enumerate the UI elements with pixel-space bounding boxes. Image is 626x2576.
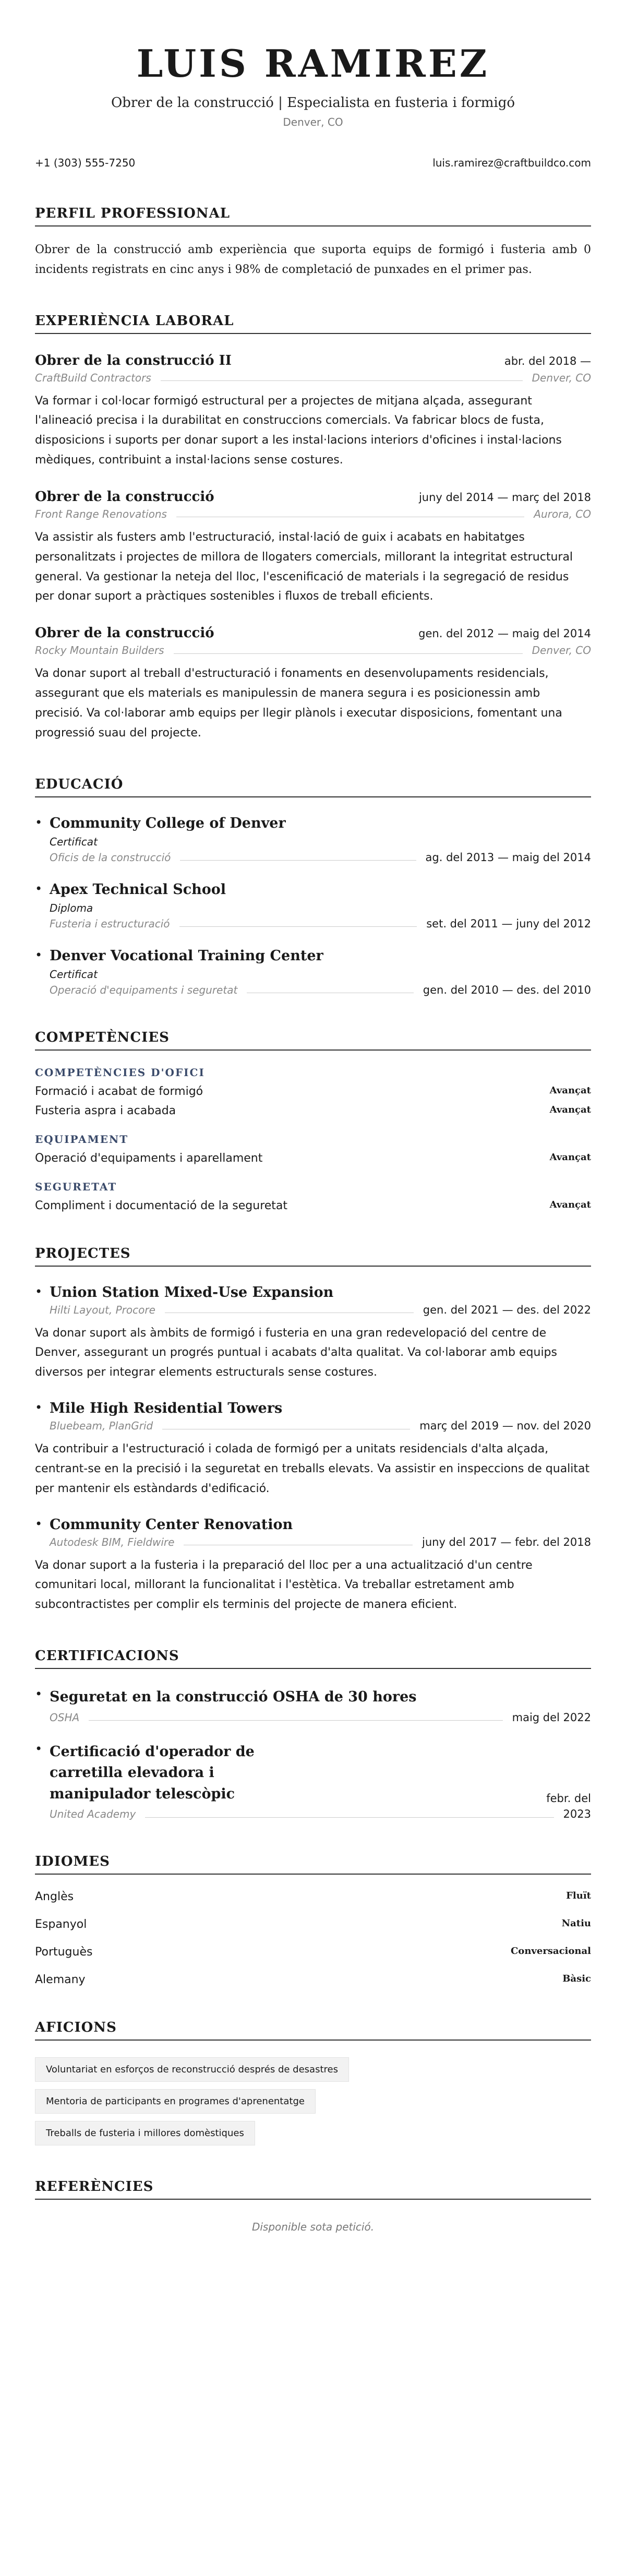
skill-row: [35, 1199, 591, 1212]
dotted-leader: [180, 854, 416, 861]
degree: Certificat: [50, 835, 98, 848]
language-name: Espanyol: [35, 1918, 87, 1931]
dotted-leader: [176, 510, 524, 517]
job-title: Obrer de la construcció II: [35, 352, 232, 368]
skill-name: Formació i acabat de formigó: [35, 1084, 203, 1098]
skill-category: EQUIPAMENT: [35, 1132, 129, 1146]
certification-date-year: 2023: [563, 1808, 591, 1821]
job-description: Va formar i col·locar formigó estructural per a projectes de mitjana alçada, assegurant l'alineació precisa i la durabilitat en construccions comercials. Va fabricar blocs de fusta, disposicions i suports per donar suport a les instal·lacions interiors d'oficines i instal·lacions mèdiques, contribuint a instal·lacions sense costures.: [35, 394, 562, 467]
candidate-name: LUIS RAMIREZ: [136, 41, 490, 86]
job-company: CraftBuild Contractors: [35, 371, 151, 384]
job-title: Obrer de la construcció: [35, 625, 214, 641]
language-level: Fluït: [566, 1890, 591, 1902]
skill-name: Operació d'equipaments i aparellament: [35, 1151, 263, 1165]
skill-category: SEGURETAT: [35, 1180, 117, 1193]
skills-section: [35, 1030, 591, 1212]
certification-issuer: OSHA: [50, 1711, 80, 1724]
school-name: • Apex Technical School: [50, 881, 226, 898]
language-name: Alemany: [35, 1973, 86, 1987]
project-description: Va donar suport als àmbits de formigó i fusteria en una gran redevelopació del centre de Denver, assegurant un progrés puntual i acabats d'alta qualitat. Va col·laborar amb equips diversos per integrar elements estructurals sense costures.: [35, 1326, 557, 1379]
education-section: [35, 777, 591, 996]
education-date: gen. del 2010 — des. del 2010: [423, 983, 591, 996]
job-place: Denver, CO: [532, 644, 591, 657]
job-company: Rocky Mountain Builders: [35, 644, 164, 657]
skill-row: [35, 1152, 591, 1165]
language-row: [35, 1946, 591, 1959]
section-title: AFICIONS: [35, 2020, 591, 2041]
dotted-leader: [174, 647, 523, 654]
skill-level: Avançat: [549, 1104, 591, 1115]
dotted-leader: [247, 986, 413, 993]
job-description: Va donar suport al treball d'estructuració i fonaments en desenvolupaments residencials, assegurant que els materials es manipulessin de manera segura i es posicionessin amb precisió. Va col·laborar amb equips per llegir plànols i executar disposicions, fomentant una progressió suau del projecte.: [35, 667, 562, 740]
school-name: • Community College of Denver: [50, 815, 286, 831]
job-date: gen. del 2012 — maig del 2014: [418, 627, 591, 640]
section-title: CERTIFICACIONS: [35, 1648, 591, 1669]
language-name: Anglès: [35, 1890, 74, 1904]
education-entry: [35, 881, 591, 930]
project-date: gen. del 2021 — des. del 2022: [423, 1303, 591, 1316]
degree: Diploma: [50, 901, 93, 914]
skill-name: Compliment i documentació de la seguretat: [35, 1199, 288, 1212]
section-title: COMPETÈNCIES: [35, 1030, 591, 1051]
project-entry: [35, 1517, 591, 1548]
references-text: Disponible sota petició.: [251, 2221, 375, 2234]
dotted-leader: [165, 1306, 414, 1313]
job-entry: [35, 625, 591, 743]
section-title: EXPERIÈNCIA LABORAL: [35, 313, 591, 334]
project-name: • Mile High Residential Towers: [50, 1400, 283, 1417]
language-row: [35, 1890, 591, 1903]
field-of-study: Fusteria i estructuració: [50, 917, 170, 930]
skill-row: [35, 1085, 591, 1098]
certifications-section: [35, 1648, 591, 1820]
project-name: • Union Station Mixed-Use Expansion: [50, 1284, 334, 1301]
certification-name: • Certificació d'operador de carretilla elevadora i manipulador telescòpic: [50, 1743, 255, 1802]
interest-chip: Mentoria de participants en programes d'aprenentatge: [35, 2089, 316, 2114]
section-title: PROJECTES: [35, 1246, 591, 1267]
job-place: Denver, CO: [532, 371, 591, 384]
experience-section: [35, 313, 591, 743]
dotted-leader: [162, 1423, 410, 1429]
school-name: • Denver Vocational Training Center: [50, 947, 323, 964]
references-section: [35, 2179, 591, 2233]
project-description: Va donar suport a la fusteria i la preparació del lloc per a una actualització d'un centre comunitari local, millorant la funcionalitat i l'estètica. Va treballar estretament amb subcontractistes per complir els terminis del projecte de manera eficient.: [35, 1558, 533, 1612]
project-date: juny del 2017 — febr. del 2018: [422, 1535, 591, 1548]
certification-date: maig del 2022: [512, 1711, 591, 1724]
skill-level: Avançat: [549, 1151, 591, 1163]
languages-section: [35, 1854, 591, 1986]
section-title: REFERÈNCIES: [35, 2179, 591, 2200]
language-level: Conversacional: [510, 1946, 591, 1957]
job-company: Front Range Renovations: [35, 507, 167, 520]
language-level: Bàsic: [562, 1973, 591, 1985]
certification-issuer: United Academy: [50, 1808, 136, 1821]
skill-row: [35, 1104, 591, 1117]
skill-category: COMPETÈNCIES D'OFICI: [35, 1066, 205, 1079]
projects-section: [35, 1246, 591, 1615]
certification-date-start: febr. del: [546, 1792, 592, 1805]
degree: Certificat: [50, 968, 98, 981]
dotted-leader: [161, 374, 523, 381]
dotted-leader: [179, 920, 417, 927]
job-description: Va assistir als fusters amb l'estructuració, instal·lació de guix i acabats en habitatges personalitzats i projectes de millora de llogaters comercials, millorant la integritat estructural general. Va gestionar la neteja del lloc, l'escenificació de materials i la segregació de residus per donar suport a pràctiques sostenibles i fluxos de treball eficients.: [35, 530, 573, 603]
interests-section: [35, 2020, 591, 2145]
headline: Obrer de la construcció | Especialista en fusteria i formigó: [111, 95, 515, 111]
language-level: Natiu: [561, 1918, 591, 1929]
location: Denver, CO: [283, 116, 343, 128]
interest-chip: Treballs de fusteria i millores domèstiques: [35, 2121, 255, 2145]
field-of-study: Oficis de la construcció: [50, 851, 171, 864]
section-title: PERFIL PROFESSIONAL: [35, 206, 591, 226]
project-name: • Community Center Renovation: [50, 1516, 293, 1533]
education-date: set. del 2011 — juny del 2012: [426, 917, 591, 930]
project-tools: Bluebeam, PlanGrid: [50, 1420, 153, 1433]
education-date: ag. del 2013 — maig del 2014: [425, 851, 591, 864]
project-entry: [35, 1400, 591, 1432]
project-tools: Hilti Layout, Procore: [50, 1303, 155, 1316]
education-entry: [35, 948, 591, 996]
language-name: Portuguès: [35, 1946, 93, 1959]
email[interactable]: luis.ramirez@craftbuildco.com: [432, 157, 591, 169]
project-date: març del 2019 — nov. del 2020: [419, 1420, 591, 1433]
phone[interactable]: +1 (303) 555-7250: [35, 157, 136, 169]
certification-entry: [35, 1687, 591, 1724]
project-tools: Autodesk BIM, Fieldwire: [50, 1535, 175, 1548]
section-title: IDIOMES: [35, 1854, 591, 1875]
skill-name: Fusteria aspra i acabada: [35, 1104, 176, 1117]
project-entry: [35, 1284, 591, 1316]
contact-row: [35, 157, 591, 169]
education-entry: [35, 815, 591, 864]
certification-name: • Seguretat en la construcció OSHA de 30 hores: [50, 1689, 417, 1706]
skill-level: Avançat: [549, 1199, 591, 1210]
resume-page: [35, 0, 591, 2233]
interest-chips: [35, 2050, 591, 2145]
dotted-leader: [89, 1714, 502, 1721]
language-row: [35, 1973, 591, 1986]
dotted-leader: [184, 1539, 413, 1545]
interest-chip: Voluntariat en esforços de reconstrucció després de desastres: [35, 2057, 349, 2082]
field-of-study: Operació d'equipaments i seguretat: [50, 983, 238, 996]
job-entry: [35, 489, 591, 606]
profile-section: [35, 206, 591, 280]
profile-text: Obrer de la construcció amb experiència que suporta equips de formigó i fusteria amb 0 incidents registrats en cinc anys i 98% de completació de punxades en el primer pas.: [35, 243, 591, 276]
job-date: abr. del 2018 —: [504, 354, 591, 367]
section-title: EDUCACIÓ: [35, 777, 591, 797]
job-date: juny del 2014 — març del 2018: [418, 491, 591, 504]
job-entry: [35, 353, 591, 470]
skill-level: Avançat: [549, 1084, 591, 1096]
dotted-leader: [145, 1811, 553, 1818]
certification-entry: [35, 1742, 591, 1821]
job-title: Obrer de la construcció: [35, 488, 214, 505]
language-row: [35, 1918, 591, 1931]
job-place: Aurora, CO: [534, 507, 591, 520]
project-description: Va contribuir a l'estructuració i colada de formigó per a unitats residencials d'alta alçada, centrant-se en la precisió i la seguretat en treballs elevats. Va assistir en inspeccions de qualitat per mantenir els estàndards d'edificació.: [35, 1442, 590, 1495]
